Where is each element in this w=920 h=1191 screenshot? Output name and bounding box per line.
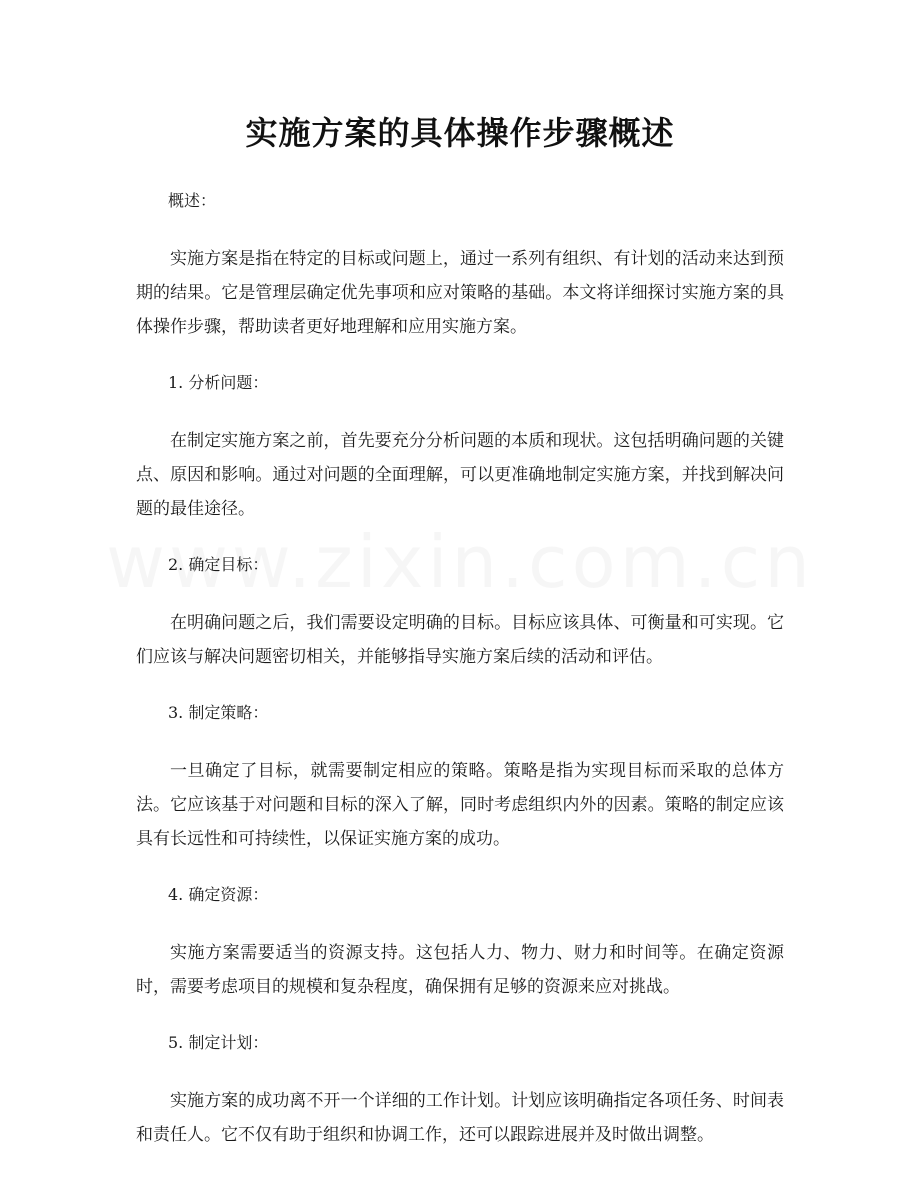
- section-heading: 3. 制定策略：: [168, 703, 269, 722]
- section-paragraph: 实施方案的成功离不开一个详细的工作计划。计划应该明确指定各项任务、时间表和责任人。它不仅有助于组织和协调工作，还可以跟踪进展并及时做出调整。: [136, 1091, 784, 1145]
- section-set-goals: [136, 548, 784, 674]
- section-paragraph: 在明确问题之后，我们需要设定明确的目标。目标应该具体、可衡量和可实现。它们应该与解决问题密切相关，并能够指导实施方案后续的活动和评估。: [136, 613, 784, 667]
- section-analyze-problem: [136, 366, 784, 526]
- section-heading: 1. 分析问题：: [168, 373, 269, 392]
- section-paragraph: 在制定实施方案之前，首先要充分分析问题的本质和现状。这包括明确问题的关键点、原因和影响。通过对问题的全面理解，可以更准确地制定实施方案，并找到解决问题的最佳途径。: [136, 431, 784, 519]
- section-strategy: [136, 696, 784, 856]
- section-heading: 4. 确定资源：: [168, 885, 269, 904]
- page-title: 实施方案的具体操作步骤概述: [245, 114, 675, 152]
- section-heading: 2. 确定目标：: [168, 555, 269, 574]
- section-resources: [136, 878, 784, 1004]
- section-paragraph: 实施方案是指在特定的目标或问题上，通过一系列有组织、有计划的活动来达到预期的结果。它是管理层确定优先事项和应对策略的基础。本文将详细探讨实施方案的具体操作步骤，帮助读者更好地理解和应用实施方案。: [136, 249, 784, 337]
- section-heading: 5. 制定计划：: [168, 1033, 269, 1052]
- section-overview: [136, 184, 784, 344]
- section-paragraph: 实施方案需要适当的资源支持。这包括人力、物力、财力和时间等。在确定资源时，需要考虑项目的规模和复杂程度，确保拥有足够的资源来应对挑战。: [136, 943, 784, 997]
- section-plan: [136, 1026, 784, 1152]
- section-paragraph: 一旦确定了目标，就需要制定相应的策略。策略是指为实现目标而采取的总体方法。它应该基于对问题和目标的深入了解，同时考虑组织内外的因素。策略的制定应该具有长远性和可持续性，以保证实施方案的成功。: [136, 761, 784, 849]
- section-heading: 概述：: [168, 191, 217, 210]
- document-body: [136, 184, 784, 1174]
